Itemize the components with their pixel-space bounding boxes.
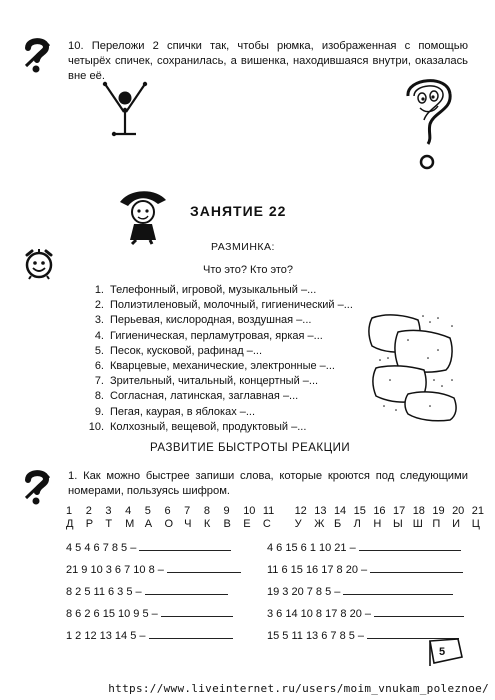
answer-line[interactable]: [374, 606, 464, 617]
answer-line[interactable]: [359, 540, 461, 551]
task-1-text: 1. Как можно быстрее запиши слова, которые кроются под следующими номерами, пользуясь шифром.: [68, 470, 468, 497]
list-item: 2. Полиэтиленовый, молочный, гигиенический –...: [94, 299, 353, 312]
list-item: 3. Перьевая, кислородная, воздушная –...: [94, 314, 312, 327]
cipher-numbers-row: 1 2 3 4 5 6 7 8 9 10 11 12 13 14 15 16 17 18 19 20 21: [66, 505, 484, 517]
warmup-title: РАЗМИНКА:: [211, 241, 275, 253]
list-item: 9. Пегая, каурая, в яблоках –...: [94, 405, 256, 418]
answer-line[interactable]: [343, 584, 453, 595]
answer-line[interactable]: [161, 606, 233, 617]
matchstick-glass-figure: [100, 80, 150, 140]
task-10-text: 10. Переложи 2 спички так, чтобы рюмка, изображенная с помощью четырёх спичек, сохранилась, а вишенка, находившаяся внутри, оказалась вне её.: [68, 40, 468, 82]
list-item: 4. Гигиеническая, перламутровая, яркая –...: [94, 329, 323, 342]
exercise-left-4: 8 6 2 6 15 10 9 5 –: [66, 606, 233, 620]
list-item: 6. Кварцевые, механические, электронные –...: [94, 360, 335, 373]
answer-line[interactable]: [370, 562, 463, 573]
list-item: 7. Зрительный, читальный, концертный –...: [94, 375, 319, 388]
answer-line[interactable]: [149, 628, 233, 639]
list-item: 1. Телефонный, игровой, музыкальный –...: [94, 284, 317, 296]
lesson-title: ЗАНЯТИЕ 22: [190, 203, 287, 219]
question-pencil-icon: [22, 36, 52, 76]
pillows-illustration: [368, 310, 458, 422]
list-item: 8. Согласная, латинская, заглавная –...: [94, 390, 299, 403]
exercise-right-1: 4 6 15 6 1 10 21 –: [267, 540, 461, 554]
exercise-left-2: 21 9 10 3 6 7 10 8 –: [66, 562, 241, 576]
exercise-left-3: 8 2 5 11 6 3 5 –: [66, 584, 228, 598]
page-number: 5: [439, 646, 446, 658]
page-number-badge: [428, 637, 464, 667]
exercise-left-5: 1 2 12 13 14 5 –: [66, 628, 233, 642]
riddle-list: [86, 283, 376, 435]
alarm-clock-icon: [22, 246, 56, 280]
exercise-left-1: 4 5 4 6 7 8 5 –: [66, 540, 231, 554]
list-item: 10. Колхозный, вещевой, продуктовый –...: [88, 420, 307, 433]
question-mark-character-icon: [398, 72, 460, 172]
cipher-table: [66, 505, 491, 531]
exercise-right-2: 11 6 15 16 17 8 20 –: [267, 562, 463, 576]
answer-line[interactable]: [145, 584, 228, 595]
exercise-right-5: 15 5 11 13 6 7 8 5 –: [267, 628, 459, 642]
answer-line[interactable]: [167, 562, 241, 573]
section-title-speed: РАЗВИТИЕ БЫСТРОТЫ РЕАКЦИИ: [150, 442, 351, 454]
exercise-right-3: 19 3 20 7 8 5 –: [267, 584, 453, 598]
answer-line[interactable]: [139, 540, 231, 551]
footer-url[interactable]: https://www.liveinternet.ru/users/moim_vnukam_poleznoe/: [108, 682, 489, 695]
girl-mascot-illustration: [112, 186, 174, 248]
list-item: 5. Песок, кусковой, рафинад –...: [94, 344, 263, 357]
flag-icon: [428, 637, 464, 667]
question-heading: Что это? Кто это?: [203, 264, 294, 276]
question-pencil-icon: [22, 468, 52, 508]
exercise-right-4: 3 6 14 10 8 17 8 20 –: [267, 606, 464, 620]
cipher-letters-row: Д Р Т М А О Ч К В Е С У Ж Б Л Н Ы Ш П И Ц: [66, 518, 480, 530]
